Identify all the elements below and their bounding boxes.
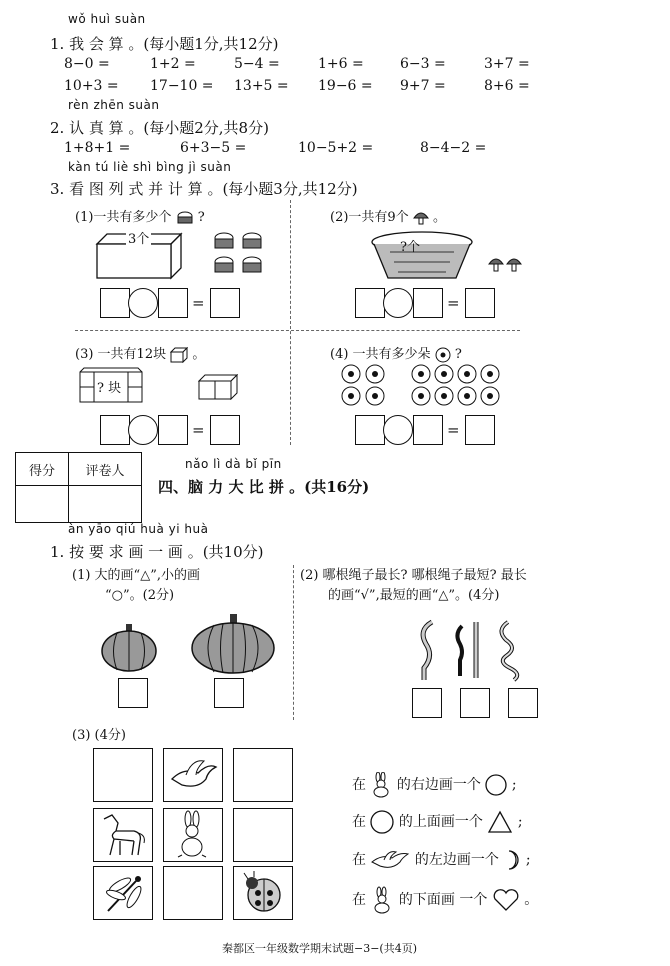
- section1-heading: 1. 我 会 算 。(每小题1分,共12分): [50, 35, 279, 53]
- grader-header: 评卷人: [69, 453, 142, 486]
- problem: 3+7 =: [484, 56, 530, 72]
- instr-prefix: 在: [352, 892, 366, 908]
- section2-pinyin: rèn zhēn suàn: [68, 98, 160, 112]
- instr-prefix: 在: [352, 852, 366, 868]
- problem: 1+8+1 =: [64, 140, 131, 156]
- answer-box[interactable]: [412, 688, 442, 718]
- answer-box[interactable]: [210, 288, 240, 318]
- ropes-icon: [410, 616, 540, 684]
- flower-icon: [435, 347, 451, 363]
- equals-sign: =: [192, 294, 205, 312]
- grid-cell-ladybug[interactable]: [233, 866, 293, 920]
- section3-pinyin: kàn tú liè shì bìng jì suàn: [68, 160, 232, 174]
- problem: 19−6 =: [318, 78, 373, 94]
- answer-box[interactable]: [413, 288, 443, 318]
- grid-cell-rabbit[interactable]: [163, 808, 223, 862]
- answer-box[interactable]: [100, 415, 130, 445]
- heart-shape-icon: [492, 888, 520, 912]
- page-footer: 秦都区一年级数学期末试题−3−(共4页): [222, 942, 418, 955]
- section4-heading: 四、脑 力 大 比 拼 。(共16分): [158, 478, 370, 496]
- bird-icon: [370, 848, 410, 872]
- equals-sign: =: [447, 294, 460, 312]
- instr-text: 的上面画一个: [398, 814, 483, 830]
- instr-prefix: 在: [352, 777, 366, 793]
- cake-icon: [176, 211, 194, 225]
- answer-box[interactable]: [158, 415, 188, 445]
- q1-text: [75, 206, 205, 225]
- circle-shape-icon: [485, 774, 507, 796]
- rabbit-icon: [370, 886, 394, 914]
- grid-cell-bird[interactable]: [163, 748, 223, 802]
- bird-icon: [164, 749, 222, 801]
- score-table: [15, 452, 142, 523]
- instr-end: ;: [511, 777, 517, 793]
- q1-mark: ?: [197, 210, 205, 225]
- problem: 1+6 =: [318, 56, 364, 72]
- equals-sign: =: [447, 421, 460, 439]
- dragonfly-icon: [94, 867, 152, 919]
- instruction-3: [352, 848, 531, 872]
- problem: 17−10 =: [150, 78, 214, 94]
- flowers-left-icon: [340, 364, 386, 406]
- horse-icon: [94, 809, 152, 861]
- q2-basket-label: ?个: [400, 240, 420, 255]
- moon-shape-icon: [503, 849, 521, 871]
- q3-mark: 。: [192, 347, 206, 362]
- instr-end: 。: [524, 892, 539, 908]
- section3-heading: 3. 看 图 列 式 并 计 算 。(每小题3分,共12分): [50, 180, 358, 198]
- answer-box[interactable]: [118, 678, 148, 708]
- problem: 10+3 =: [64, 78, 119, 94]
- problem: 8−0 =: [64, 56, 110, 72]
- problem: 8−4−2 =: [420, 140, 487, 156]
- circle-shape-icon: [370, 810, 394, 834]
- operator-circle[interactable]: [128, 288, 158, 318]
- grid-cell-empty[interactable]: [93, 748, 153, 802]
- grader-cell[interactable]: [69, 486, 142, 523]
- mushroom-icon: [413, 210, 429, 226]
- p1-q2-line2: 的画“√”,最短的画“△”。(4分): [328, 588, 500, 603]
- rabbit-icon: [164, 809, 222, 861]
- q2-label: (2)一共有9个: [330, 210, 409, 225]
- flowers-right-icon: [410, 364, 502, 406]
- instr-prefix: 在: [352, 814, 366, 830]
- problem: 5−4 =: [234, 56, 280, 72]
- instruction-4: [352, 886, 538, 914]
- q4-mark: ?: [454, 347, 462, 362]
- score-cell[interactable]: [16, 486, 69, 523]
- p1-q1-line1: (1) 大的画“△”,小的画: [72, 568, 200, 583]
- answer-box[interactable]: [355, 415, 385, 445]
- p1-q3-label: (3) (4分): [72, 728, 126, 743]
- answer-box[interactable]: [508, 688, 538, 718]
- answer-box[interactable]: [210, 415, 240, 445]
- section1-pinyin: wǒ huì suàn: [68, 12, 146, 26]
- answer-box[interactable]: [355, 288, 385, 318]
- section3-horizontal-divider: [75, 330, 520, 331]
- cakes-icon: [212, 230, 268, 280]
- answer-box[interactable]: [158, 288, 188, 318]
- operator-circle[interactable]: [383, 415, 413, 445]
- p1-q2-line1: (2) 哪根绳子最长? 哪根绳子最短? 最长: [300, 568, 527, 583]
- grid-cell-empty[interactable]: [233, 748, 293, 802]
- section4-pinyin: nǎo lì dà bǐ pīn: [185, 457, 282, 471]
- answer-box[interactable]: [460, 688, 490, 718]
- q2-mark: 。: [432, 210, 446, 225]
- triangle-shape-icon: [487, 810, 513, 834]
- q4-label: (4) 一共有多少朵: [330, 347, 431, 362]
- operator-circle[interactable]: [128, 415, 158, 445]
- q3-label: (3) 一共有12块: [75, 347, 167, 362]
- ladybug-icon: [234, 867, 292, 919]
- instr-end: ;: [517, 814, 523, 830]
- instruction-1: [352, 772, 517, 798]
- problem: 8+6 =: [484, 78, 530, 94]
- problem: 6−3 =: [400, 56, 446, 72]
- instr-text: 的左边画一个: [414, 852, 499, 868]
- instr-text: 的右边画一个: [396, 777, 481, 793]
- p1-q1-line2: “○”。(2分): [105, 588, 175, 603]
- rabbit-icon: [370, 772, 392, 798]
- score-header: 得分: [16, 453, 69, 486]
- part1-vertical-divider: [293, 565, 294, 720]
- answer-box[interactable]: [100, 288, 130, 318]
- answer-box[interactable]: [214, 678, 244, 708]
- grid-cell-dragonfly[interactable]: [93, 866, 153, 920]
- part1-heading: 1. 按 要 求 画 一 画 。(共10分): [50, 543, 264, 561]
- basket-icon: [370, 230, 474, 282]
- instr-end: ;: [525, 852, 531, 868]
- problem: 1+2 =: [150, 56, 196, 72]
- grid-cell-horse[interactable]: [93, 808, 153, 862]
- operator-circle[interactable]: [383, 288, 413, 318]
- q1-box-label: 3个: [126, 228, 151, 247]
- problem: 10−5+2 =: [298, 140, 374, 156]
- grid-cell-empty[interactable]: [163, 866, 223, 920]
- problem: 6+3−5 =: [180, 140, 247, 156]
- q1-label: (1)一共有多少个: [75, 210, 172, 225]
- q3-box-label: ? 块: [97, 381, 122, 396]
- instruction-2: [352, 810, 523, 834]
- problem: 13+5 =: [234, 78, 289, 94]
- big-pumpkin-icon: [190, 612, 276, 674]
- q2-text: [330, 206, 446, 226]
- answer-box[interactable]: [465, 288, 495, 318]
- instr-text: 的下面画 一个: [398, 892, 488, 908]
- q3-text: [75, 343, 205, 363]
- answer-box[interactable]: [413, 415, 443, 445]
- problem: 9+7 =: [400, 78, 446, 94]
- section2-heading: 2. 认 真 算 。(每小题2分,共8分): [50, 119, 269, 137]
- block-icon: [170, 347, 188, 363]
- small-pumpkin-icon: [100, 622, 158, 672]
- q4-text: [330, 343, 462, 363]
- part1-pinyin: àn yāo qiú huà yi huà: [68, 522, 209, 536]
- section3-vertical-divider: [290, 200, 291, 445]
- grid-cell-empty[interactable]: [233, 808, 293, 862]
- answer-box[interactable]: [465, 415, 495, 445]
- equals-sign: =: [192, 421, 205, 439]
- mushrooms-icon: [488, 254, 524, 274]
- single-block-icon: [198, 374, 238, 400]
